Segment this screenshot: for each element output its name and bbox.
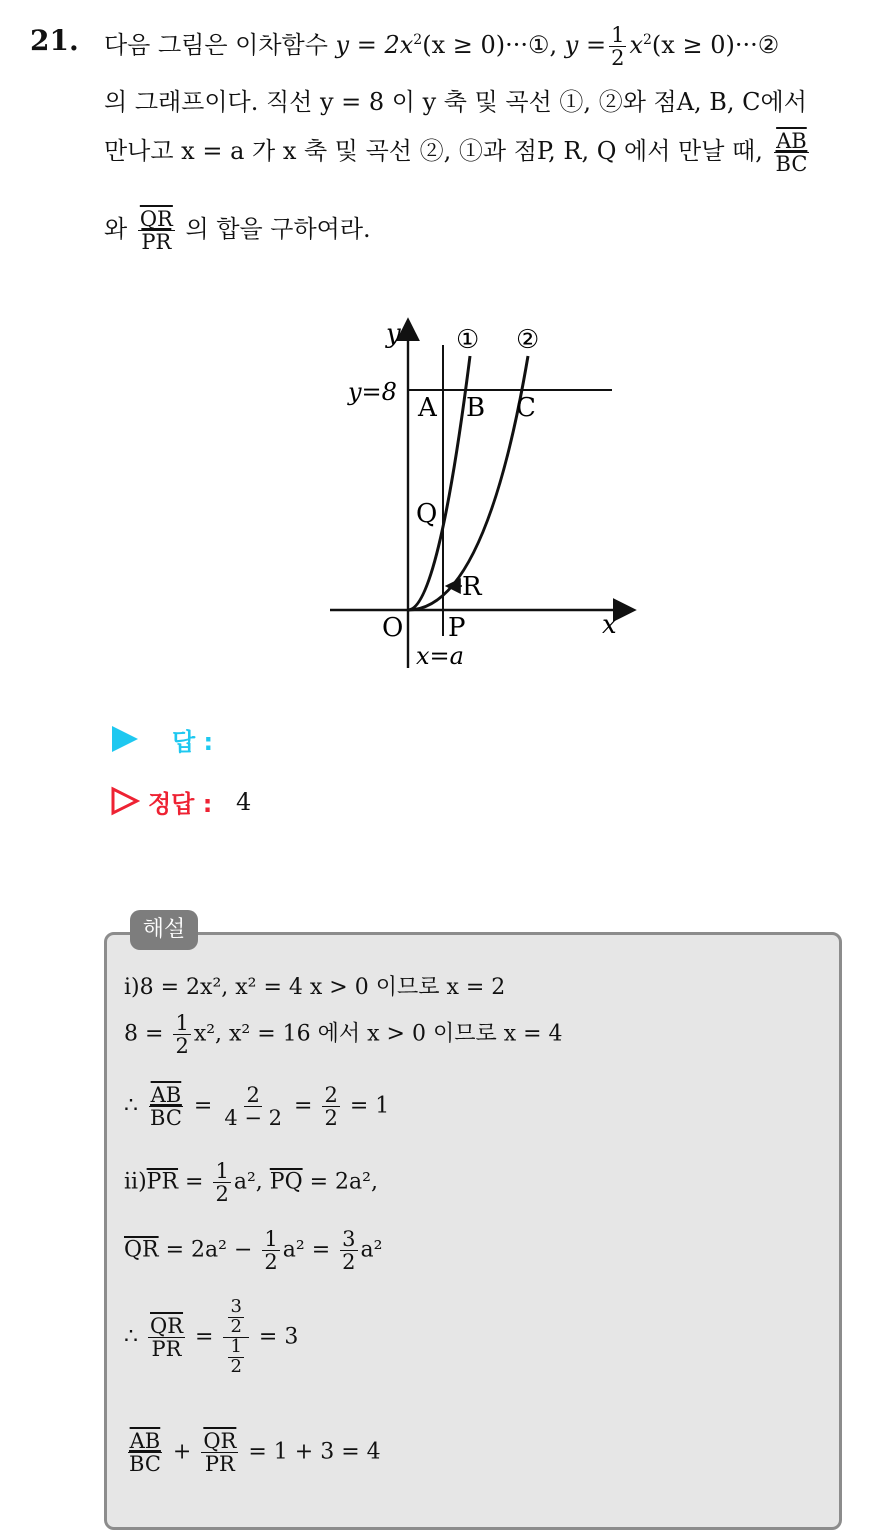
fraction-numerator: 2 xyxy=(246,1083,260,1107)
question-number: 21. xyxy=(30,24,79,57)
fraction-numerator: 1 xyxy=(175,1011,189,1035)
superscript: 2 xyxy=(643,32,652,49)
segment-pq: $\overline{PQ}$ xyxy=(269,1169,303,1195)
explanation-tag: 해설 xyxy=(130,910,198,950)
label-curve-1: ① xyxy=(456,325,480,355)
fraction-numerator: 2 xyxy=(324,1083,338,1107)
label-a: A xyxy=(418,393,437,423)
fraction-denominator: 2 xyxy=(342,1250,356,1275)
equation-2-rhs: x xyxy=(629,31,643,60)
fraction-three-halves xyxy=(228,1298,243,1337)
solution-text: = 2a² − xyxy=(165,1237,253,1263)
solution-step-7 xyxy=(124,1430,381,1475)
fraction-half xyxy=(213,1160,230,1205)
fraction-denominator: BC xyxy=(775,152,808,177)
fraction-ab-bc xyxy=(148,1084,184,1129)
fraction-qr-pr xyxy=(138,208,175,253)
fraction-half xyxy=(609,24,626,69)
superscript: 2 xyxy=(413,32,423,49)
fraction-denominator: 2 xyxy=(611,46,625,71)
fraction-numerator: $\overline{QR}$ xyxy=(139,207,173,231)
segment-pr: $\overline{PR}$ xyxy=(146,1169,179,1195)
solution-step-1: i)8 = 2x², x² = 4 x > 0 이므로 x = 2 xyxy=(124,975,506,1000)
fraction-denominator: 2 xyxy=(324,1106,338,1131)
correct-answer-label: 정답 : xyxy=(148,790,213,818)
fraction-denominator: 2 xyxy=(230,1355,242,1377)
fraction-numerator: 1 xyxy=(264,1227,278,1251)
therefore-symbol: ∴ xyxy=(124,1093,138,1119)
solution-text: = 1 + 3 = 4 xyxy=(248,1439,381,1465)
label-r: R xyxy=(462,572,482,602)
label-origin: O xyxy=(382,613,404,643)
fraction-denominator: 2 xyxy=(230,1315,242,1337)
solution-step-3 xyxy=(124,1084,389,1129)
label-y: y xyxy=(386,319,401,349)
fraction-ab-bc xyxy=(127,1430,163,1475)
fraction-numerator: $\overline{AB}$ xyxy=(150,1083,182,1107)
equation-1: y = 2x xyxy=(335,31,414,60)
solution-step-4 xyxy=(124,1160,378,1205)
fraction-numerator: $\overline{AB}$ xyxy=(776,129,807,153)
solution-text: = 2a², xyxy=(309,1169,378,1195)
question-line-2: 의 그래프이다. 직선 y = 8 이 y 축 및 곡선 ①, ②와 점A, B, C에서 xyxy=(104,88,807,116)
fraction-denominator xyxy=(223,1335,248,1377)
fraction-numerator: $\overline{QR}$ xyxy=(150,1313,184,1338)
fraction-denominator: 2 xyxy=(264,1250,278,1275)
label-xa: x=a xyxy=(416,642,464,670)
label-q: Q xyxy=(416,499,438,529)
fraction-qr-pr xyxy=(148,1315,185,1360)
solution-text: 8 = xyxy=(124,1021,164,1047)
segment-qr: $\overline{QR}$ xyxy=(124,1237,159,1263)
fraction-numerator: 1 xyxy=(611,23,625,47)
fraction-2-over-2 xyxy=(322,1084,339,1129)
label-curve-2: ② xyxy=(516,325,540,355)
solution-text: = 1 xyxy=(349,1093,390,1119)
correct-arrow-icon xyxy=(110,786,140,820)
solution-step-2 xyxy=(124,1012,563,1057)
fraction-numerator: 1 xyxy=(215,1159,229,1183)
equals-sign: = xyxy=(195,1324,214,1350)
fraction-half xyxy=(228,1335,243,1377)
fraction-three-halves xyxy=(340,1228,357,1273)
fraction-numerator xyxy=(223,1298,248,1338)
solution-text: a² = xyxy=(282,1237,331,1263)
solution-text: x², x² = 16 에서 x > 0 이므로 x = 4 xyxy=(193,1021,563,1047)
fraction-numerator: 3 xyxy=(230,1296,242,1317)
fraction-qr-pr xyxy=(201,1430,238,1475)
fraction-half xyxy=(262,1228,279,1273)
question-text: 의 합을 구하여라. xyxy=(185,215,371,244)
graph-figure xyxy=(320,310,650,680)
fraction-denominator: BC xyxy=(129,1452,161,1477)
fraction-ab-bc xyxy=(774,130,810,175)
answer-arrow-icon xyxy=(110,724,140,758)
equation-2-lhs: y = xyxy=(564,31,607,60)
question-line-3 xyxy=(104,130,812,175)
label-p: P xyxy=(448,613,466,643)
solution-step-6 xyxy=(124,1298,298,1377)
fraction-denominator: 2 xyxy=(175,1034,189,1059)
fraction-denominator: 4 − 2 xyxy=(224,1106,282,1131)
fraction-denominator: PR xyxy=(151,1336,182,1361)
label-y8: y=8 xyxy=(348,378,397,406)
question-text: 만나고 x = a 가 x 축 및 곡선 ②, ①과 점P, R, Q 에서 만날 때, xyxy=(104,137,763,166)
answer-label: 답 : xyxy=(172,728,214,756)
solution-text: a², xyxy=(233,1169,270,1195)
label-b: B xyxy=(466,393,486,423)
fraction-numerator: $\overline{QR}$ xyxy=(203,1429,237,1453)
equation-2-condition: (x ≥ 0)···② xyxy=(651,31,780,60)
equation-1-condition: (x ≥ 0)···①, xyxy=(422,31,558,60)
equals-sign: = xyxy=(294,1093,313,1119)
fraction-numerator: $\overline{AB}$ xyxy=(129,1429,161,1453)
fraction-denominator: BC xyxy=(150,1106,182,1131)
question-text: 다음 그림은 이차함수 xyxy=(104,31,336,60)
therefore-symbol: ∴ xyxy=(124,1324,138,1350)
solution-step-5 xyxy=(124,1228,382,1273)
question-line-1 xyxy=(104,24,779,69)
equals-sign: = xyxy=(193,1093,213,1119)
question-line-4 xyxy=(104,208,371,253)
compound-fraction xyxy=(223,1298,248,1377)
label-x: x xyxy=(602,610,617,640)
fraction-2-over-4-2 xyxy=(222,1084,284,1129)
fraction-denominator: PR xyxy=(141,230,172,255)
question-text: 와 xyxy=(104,215,128,244)
plus-sign: + xyxy=(172,1439,192,1465)
equals-sign: = xyxy=(185,1169,204,1195)
fraction-numerator: 1 xyxy=(230,1335,242,1357)
fraction-denominator: PR xyxy=(204,1452,235,1477)
solution-text: ii) xyxy=(124,1169,147,1195)
solution-text: = 3 xyxy=(258,1324,299,1350)
fraction-half xyxy=(173,1012,190,1057)
solution-text: a² xyxy=(360,1237,383,1263)
label-c: C xyxy=(516,393,536,423)
fraction-numerator: 3 xyxy=(342,1227,356,1251)
correct-answer-value: 4 xyxy=(236,788,252,816)
fraction-denominator: 2 xyxy=(215,1182,229,1207)
